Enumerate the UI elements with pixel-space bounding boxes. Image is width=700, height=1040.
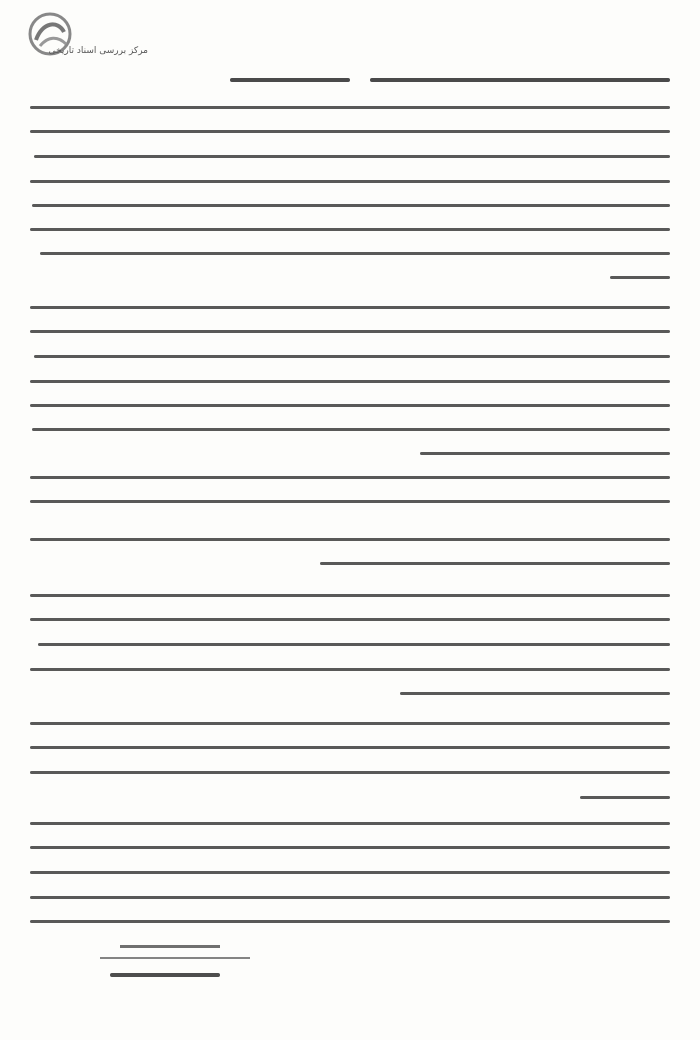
paragraph-2 — [30, 300, 670, 470]
paragraph-7 — [30, 816, 670, 946]
paragraph-5 — [30, 588, 670, 718]
handwritten-text-body — [30, 70, 670, 940]
paragraph-6 — [30, 716, 670, 826]
paragraph-1 — [30, 100, 670, 290]
paragraph-4 — [30, 532, 670, 592]
date-underline — [100, 957, 250, 959]
handwritten-signature — [110, 973, 220, 977]
handwritten-date — [120, 945, 220, 948]
document-header — [30, 70, 670, 90]
date-and-signature — [100, 945, 280, 1005]
archive-caption: مرکز بررسی اسناد تاریخی — [48, 46, 148, 56]
paragraph-3 — [30, 470, 670, 530]
